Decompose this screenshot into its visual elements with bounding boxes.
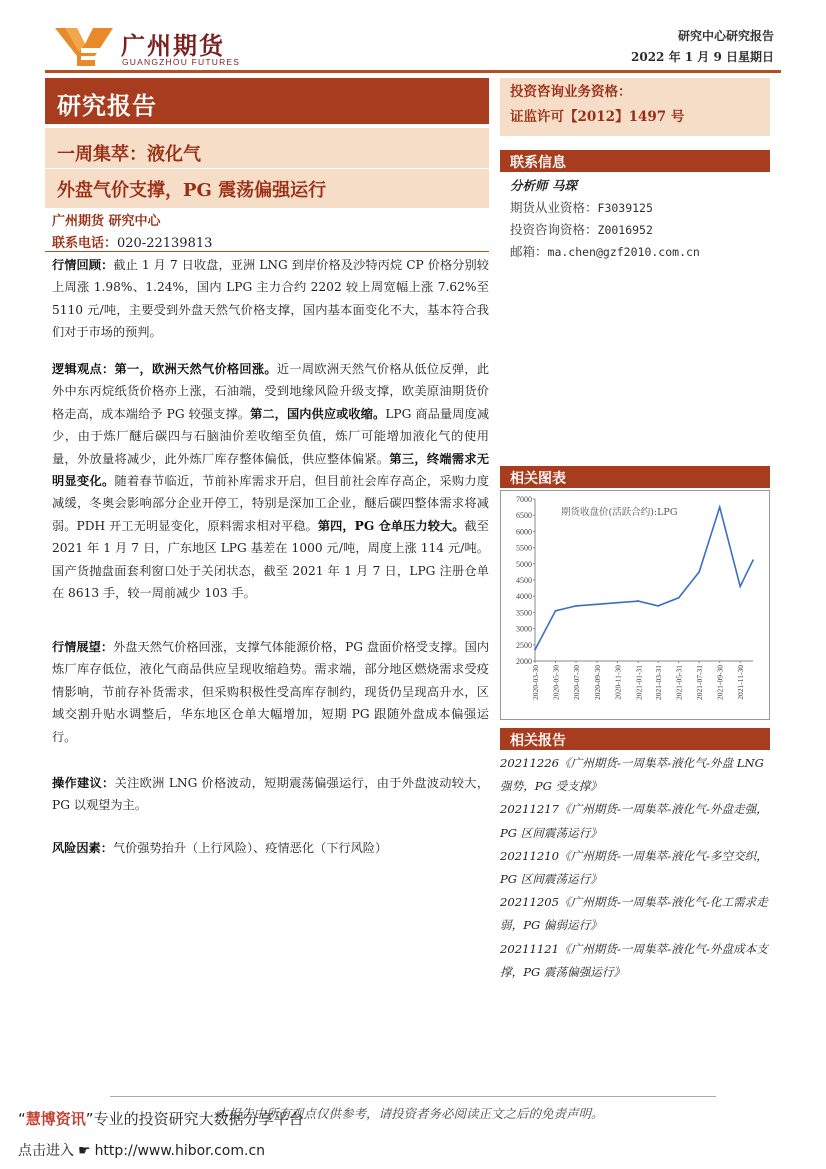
watermark-brand: 慧博资讯	[25, 1110, 86, 1128]
header-rule	[45, 70, 781, 73]
x-tick-label: 2021-11-30	[736, 665, 746, 700]
y-tick-label: 4000	[516, 592, 532, 602]
y-tick-label: 6500	[516, 511, 532, 521]
logic-view	[52, 358, 489, 604]
chart-title: 期货收盘价(活跃合约):LPG	[561, 507, 678, 518]
x-tick-label: 2021-03-31	[654, 665, 664, 700]
logic-view-label: 逻辑观点：	[52, 362, 115, 376]
y-tick-label: 2000	[516, 657, 532, 666]
related-report-item[interactable]: 20211210《广州期货-一周集萃-液化气-多空交织，PG 区间震荡运行》	[500, 848, 768, 887]
market-review-text: 截止 1 月 7 日收盘，亚洲 LNG 到岸价格及沙特丙烷 CP 价格分别较上周涨 1.98%、1.24%，国内 LPG 主力合约 2202 较上周宽幅上涨 7.62%至 5110 元/吨，主要受到外盘天然气价格支撑，国内基本面变化不大，基本符合我们对于市场的预判。	[52, 258, 489, 340]
analyst-email	[510, 242, 700, 260]
consult-number: Z0016952	[597, 223, 653, 237]
x-tick-label: 2021-07-31	[695, 665, 705, 700]
watermark-tagline	[18, 1108, 304, 1129]
x-tick-label: 2021-01-31	[634, 665, 644, 700]
logo-mark-icon	[55, 26, 113, 66]
qualification-label: 投资咨询业务资格：	[510, 84, 632, 100]
company-logo	[55, 24, 255, 70]
license-number: F3039125	[597, 201, 653, 215]
related-report-item[interactable]: 20211217《广州期货-一周集萃-液化气-外盘走强，PG 区间震荡运行》	[500, 802, 768, 840]
consult-label: 投资咨询资格：	[510, 222, 598, 237]
phone-number: 020-22139813	[117, 236, 213, 251]
watermark-quote-open: “	[18, 1110, 26, 1128]
subtitle-block	[45, 128, 489, 208]
y-tick-label: 5500	[516, 543, 532, 553]
watermark-url[interactable]: http://www.hibor.com.cn	[94, 1143, 266, 1159]
logic-point-1-text: 近一周欧洲天然气价格从低位反弹，此外中东丙烷纸货价格亦上涨，石油端，受到地缘风险升级支撑，欧美原油期货价格走高，成本端给予 PG 较强支撑。	[52, 362, 490, 421]
x-tick-label: 2020-03-30	[531, 665, 540, 700]
email-address[interactable]: ma.chen@gzf2010.com.cn	[547, 245, 700, 259]
data-point	[739, 586, 741, 588]
watermark-link-label: 点击进入	[18, 1143, 74, 1159]
x-tick-label: 2021-05-31	[674, 665, 684, 700]
y-tick-label: 3500	[516, 608, 532, 618]
data-point	[575, 605, 577, 607]
risk-factors-text: 气价强势抬升（上行风险）、疫情恶化（下行风险）	[112, 841, 388, 855]
y-tick-label: 5000	[516, 559, 532, 569]
headline: 外盘气价支撑，PG 震荡偏强运行	[57, 180, 327, 201]
data-point	[534, 649, 536, 651]
logic-point-3-title: 第三，终端需求无明显变化。	[52, 451, 490, 489]
report-date: 2022 年 1 月 9 日星期日	[631, 50, 774, 64]
email-label: 邮箱：	[510, 244, 548, 259]
risk-factors	[52, 837, 489, 859]
watermark-quote-close: ”	[85, 1110, 94, 1128]
trade-advice-label: 操作建议：	[52, 776, 115, 790]
reports-section-header	[500, 728, 770, 750]
footer-rule	[110, 1096, 716, 1097]
analyst-name: 分析师 马琛	[510, 178, 577, 193]
x-tick-label: 2021-09-30	[715, 665, 725, 700]
logo-english-name: GUANGZHOU FUTURES	[122, 57, 241, 67]
series-title: 一周集萃：液化气	[57, 144, 201, 165]
related-report-item[interactable]: 20211205《广州期货-一周集萃-液化气-化工需求走弱，PG 偏弱运行》	[500, 895, 768, 933]
contact-section-title: 联系信息	[510, 155, 566, 171]
page-title: 研究报告	[57, 91, 157, 120]
chart-section-header	[500, 466, 770, 488]
report-type: 研究中心研究报告	[677, 29, 774, 43]
title-bar	[45, 78, 489, 124]
chart-svg	[501, 491, 769, 719]
data-point	[617, 602, 619, 604]
x-tick-label: 2020-05-30	[551, 665, 561, 700]
y-tick-label: 6000	[516, 527, 532, 537]
license-label: 期货从业资格：	[510, 200, 598, 215]
x-tick-label: 2020-07-30	[572, 665, 582, 700]
qualification-license: 证监许可【2012】1497 号	[510, 109, 685, 125]
related-report-item[interactable]: 20211121《广州期货-一周集萃-液化气-外盘成本支撑，PG 震荡偏强运行》	[500, 941, 768, 979]
logic-point-4-title: 第四，PG 仓单压力较大。	[317, 518, 465, 533]
lpg-price-chart	[500, 490, 770, 720]
x-tick-label: 2020-11-30	[613, 665, 623, 700]
related-reports-list	[500, 752, 772, 984]
series-line	[535, 507, 753, 650]
chart-section-title: 相关图表	[510, 471, 566, 487]
data-point	[637, 600, 639, 602]
analyst-consult	[510, 220, 653, 238]
data-point	[719, 506, 721, 508]
footer-disclaimer: 本报告中所有观点仅供参考，请投资者务必阅读正文之后的免责声明。	[216, 1106, 604, 1121]
y-tick-label: 3000	[516, 624, 532, 634]
data-point	[698, 571, 700, 573]
data-point	[555, 610, 557, 612]
y-tick-label: 7000	[516, 495, 532, 504]
x-tick-label: 2020-09-30	[592, 665, 602, 700]
data-point	[678, 597, 680, 599]
logic-point-3-text: 随着春节临近，节前补库需求开启，但目前社会库存高企，采购力度减缓，冬奥会影响部分企业开停工，特别是深加工企业，醚后碳四整体需求将减弱。PDH 开工无明显变化，原料需求相对平稳。	[52, 474, 490, 533]
trade-advice	[52, 772, 489, 817]
org-name: 广州期货 研究中心	[52, 214, 161, 229]
section-rule	[45, 251, 489, 252]
analyst-license	[510, 198, 653, 216]
pointer-hand-icon: ☛	[78, 1143, 91, 1159]
watermark-text: 专业的投资研究大数据分享平台	[93, 1110, 304, 1128]
data-point	[596, 603, 598, 605]
contact-phone	[52, 232, 212, 251]
market-review	[52, 254, 489, 344]
logic-point-2-title: 第二，国内供应或收缩。	[250, 406, 386, 421]
phone-label: 联系电话：	[52, 236, 118, 251]
market-outlook-text: 外盘天然气价格回涨，支撑气体能源价格，PG 盘面价格受支撑。国内炼厂库存低位，液化气商品供应呈现收缩趋势。需求端，部分地区燃烧需求受疫情影响，节前存补货需求，但采购积极性受高库存制约，现货仍呈现高升水，区域交割升贴水调整后，华东地区仓单大幅增加，短期 PG 跟随外盘成本偏强运行。	[52, 640, 490, 744]
contact-section-header	[500, 150, 770, 172]
y-tick-label: 2500	[516, 640, 532, 650]
logic-point-2-text: LPG 商品量周度减少，由于炼厂醚后碳四与石脑油价差收缩至负值，炼厂可能增加液化气的使用量，外放量将减少，此外炼厂库存整体偏低，供应整体偏紧。	[52, 406, 490, 466]
market-outlook-label: 行情展望：	[52, 640, 114, 654]
y-tick-label: 4500	[516, 576, 532, 585]
data-point	[657, 605, 659, 607]
market-review-label: 行情回顾：	[52, 258, 114, 272]
logic-point-1-title: 第一，欧洲天然气价格回涨。	[114, 362, 277, 376]
header-meta	[631, 26, 774, 68]
related-report-item[interactable]: 20211226《广州期货-一周集萃-液化气-外盘 LNG 强势，PG 受支撑》	[500, 756, 764, 794]
subtitle-divider	[45, 168, 489, 169]
trade-advice-text: 关注欧洲 LNG 价格波动，短期震荡偏强运行，由于外盘波动较大，PG 以观望为主。	[52, 776, 490, 813]
logo-chinese-name: 广州期货	[121, 32, 225, 60]
reports-section-title: 相关报告	[510, 733, 566, 749]
data-point	[752, 559, 754, 561]
risk-factors-label: 风险因素：	[52, 841, 113, 855]
qualification-box	[500, 78, 770, 136]
watermark-link[interactable]	[18, 1140, 265, 1160]
logic-point-4-text: 截至 2021 年 1 月 7 日，广东地区 LPG 基差在 1000 元/吨，周度上涨 114 元/吨。国产货抛盘面套利窗口处于关闭状态，截至 2021 年 1 月 7 日，LPG 注册仓单在 8613 手，较一周前减少 103 手。	[52, 518, 489, 601]
market-outlook	[52, 636, 489, 748]
